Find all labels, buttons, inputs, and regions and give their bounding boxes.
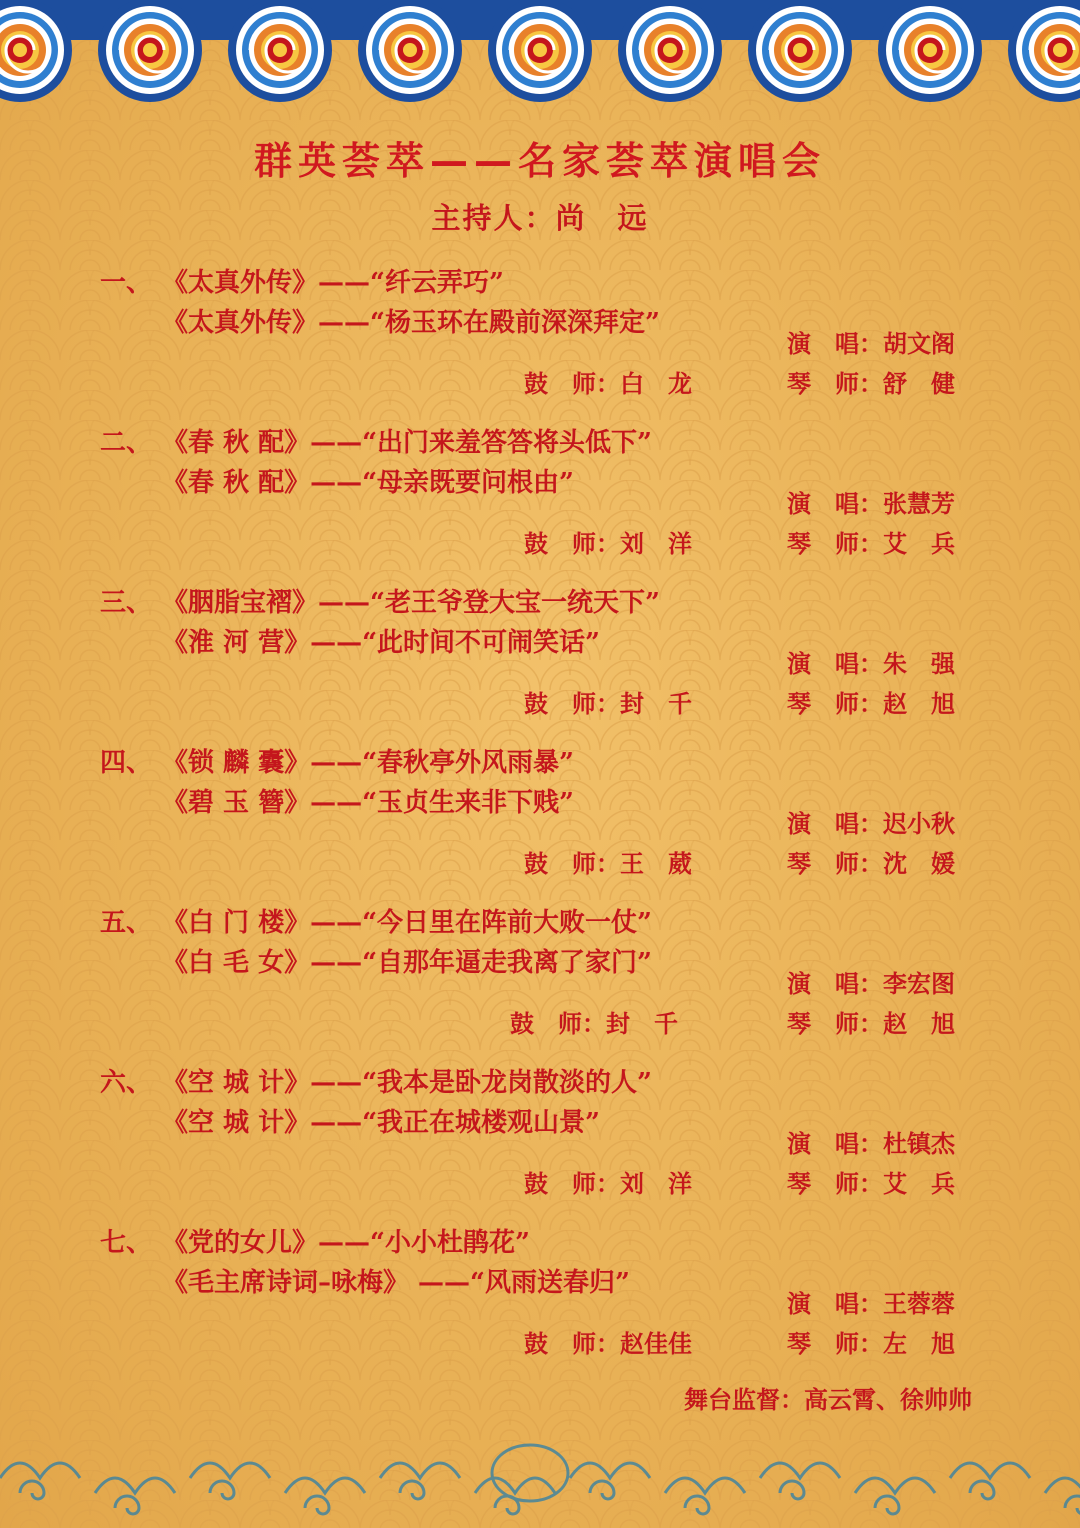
cloud-scroll <box>1045 1478 1080 1514</box>
cloud-scroll <box>285 1478 365 1514</box>
piece-line-2: 《碧 玉 簪》——“玉贞生来非下贱” <box>162 788 575 818</box>
item-number: 三、 <box>100 588 153 618</box>
drummer-credit: 鼓 师：封 千 <box>510 1009 678 1038</box>
program-item <box>0 742 1080 902</box>
piece-line-2: 《空 城 计》——“我正在城楼观山景” <box>162 1108 601 1138</box>
item-number: 二、 <box>100 428 153 458</box>
drummer-credit: 鼓 师：王 葳 <box>524 849 692 878</box>
cloud-scroll <box>380 1463 460 1499</box>
singer-credit: 演 唱：胡文阁 <box>787 329 955 358</box>
item-number: 六、 <box>100 1068 153 1098</box>
cloud-scroll <box>950 1463 1030 1499</box>
qin-player-credit: 琴 师：舒 健 <box>787 369 955 398</box>
piece-line-1: 《太真外传》——“纤云弄巧” <box>162 268 504 298</box>
cloud-scroll <box>760 1463 840 1499</box>
piece-line-2: 《淮 河 营》——“此时间不可闹笑话” <box>162 628 601 658</box>
program-item <box>0 582 1080 742</box>
piece-line-2: 《毛主席诗词–咏梅》 ——“风雨送春归” <box>162 1268 630 1298</box>
singer-credit: 演 唱：李宏图 <box>787 969 955 998</box>
drummer-credit: 鼓 师：白 龙 <box>524 369 692 398</box>
cloud-scroll <box>855 1478 935 1514</box>
program-item <box>0 262 1080 422</box>
cloud-scroll <box>95 1478 175 1514</box>
drummer-credit: 鼓 师：赵佳佳 <box>524 1329 692 1358</box>
center-ornament <box>492 1445 568 1501</box>
program-item <box>0 1222 1080 1382</box>
item-number: 一、 <box>100 268 153 298</box>
auspicious-cloud-bottom-border <box>0 1418 1080 1528</box>
qin-player-credit: 琴 师：沈 媛 <box>787 849 955 878</box>
program-item <box>0 902 1080 1062</box>
piece-line-1: 《空 城 计》——“我本是卧龙岗散淡的人” <box>162 1068 653 1098</box>
auspicious-cloud-top-border <box>0 0 1080 118</box>
singer-credit: 演 唱：杜镇杰 <box>787 1129 955 1158</box>
cloud-scroll <box>475 1478 555 1514</box>
singer-credit: 演 唱：张慧芳 <box>787 489 955 518</box>
stage-supervisor: 舞台监督：高云霄、徐帅帅 <box>684 1385 972 1414</box>
cloud-scroll <box>570 1463 650 1499</box>
item-number: 五、 <box>100 908 153 938</box>
concert-title: 群英荟萃——名家荟萃演唱会 <box>253 139 826 183</box>
singer-credit: 演 唱：王蓉蓉 <box>787 1289 955 1318</box>
cloud-scroll <box>0 1463 80 1499</box>
cloud-swirl <box>228 0 332 102</box>
singer-credit: 演 唱：迟小秋 <box>787 809 955 838</box>
drummer-credit: 鼓 师：封 千 <box>524 689 692 718</box>
cloud-scroll <box>665 1478 745 1514</box>
program-item <box>0 1062 1080 1222</box>
cloud-swirl <box>618 0 722 102</box>
piece-line-1: 《锁 麟 囊》——“春秋亭外风雨暴” <box>162 748 575 778</box>
piece-line-2: 《白 毛 女》——“自那年逼走我离了家门” <box>162 948 653 978</box>
piece-line-2: 《太真外传》——“杨玉环在殿前深深拜定” <box>162 308 660 338</box>
qin-player-credit: 琴 师：赵 旭 <box>787 1009 955 1038</box>
item-number: 四、 <box>100 748 153 778</box>
qin-player-credit: 琴 师：赵 旭 <box>787 689 955 718</box>
cloud-swirl <box>488 0 592 102</box>
drummer-credit: 鼓 师：刘 洋 <box>524 529 692 558</box>
piece-line-1: 《党的女儿》——“小小杜鹃花” <box>162 1228 530 1258</box>
qin-player-credit: 琴 师：左 旭 <box>787 1329 955 1358</box>
cloud-swirl <box>748 0 852 102</box>
item-number: 七、 <box>100 1228 153 1258</box>
singer-credit: 演 唱：朱 强 <box>787 649 955 678</box>
qin-player-credit: 琴 师：艾 兵 <box>787 529 955 558</box>
drummer-credit: 鼓 师：刘 洋 <box>524 1169 692 1198</box>
cloud-scroll <box>190 1463 270 1499</box>
cloud-swirl <box>358 0 462 102</box>
piece-line-1: 《白 门 楼》——“今日里在阵前大败一仗” <box>162 908 653 938</box>
piece-line-1: 《春 秋 配》——“出门来羞答答将头低下” <box>162 428 653 458</box>
program-item <box>0 422 1080 582</box>
host-line: 主持人：尚 远 <box>431 201 649 235</box>
piece-line-1: 《胭脂宝褶》——“老王爷登大宝一统天下” <box>162 588 660 618</box>
cloud-swirl <box>98 0 202 102</box>
qin-player-credit: 琴 师：艾 兵 <box>787 1169 955 1198</box>
cloud-swirl <box>878 0 982 102</box>
piece-line-2: 《春 秋 配》——“母亲既要问根由” <box>162 468 575 498</box>
